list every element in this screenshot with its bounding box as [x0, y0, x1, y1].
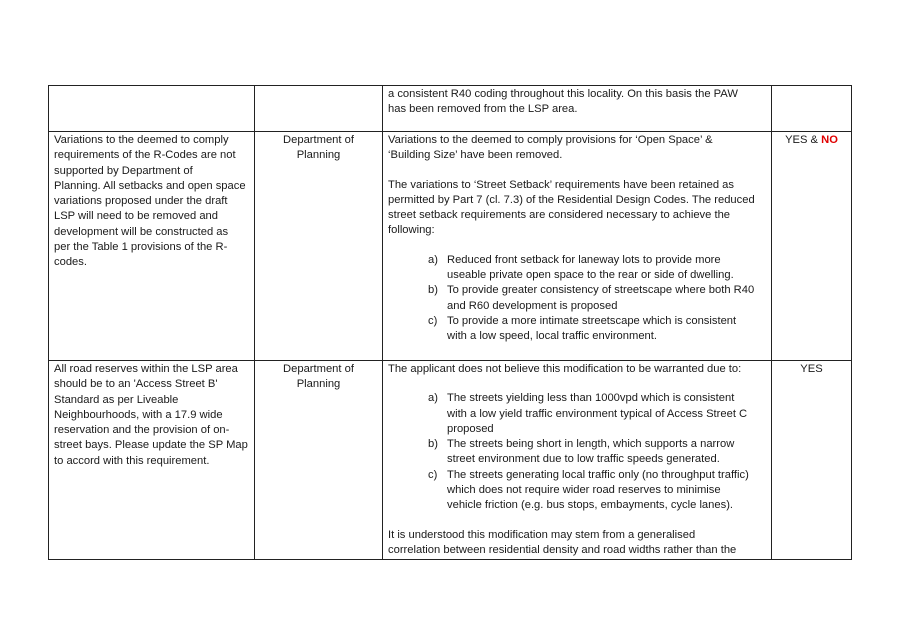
- submitter-cell: [255, 361, 383, 560]
- text-line: Variations to the deemed to comply provisions for ‘Open Space’ &: [388, 134, 713, 146]
- submitter-line: Department of: [283, 363, 354, 375]
- list-marker: a): [428, 253, 438, 266]
- response-cell: [383, 361, 772, 560]
- text-line: To provide greater consistency of streetscape where both R40: [447, 284, 755, 297]
- text-line: street bays. Please update the SP Map: [54, 439, 248, 452]
- text-line: with a low speed, local traffic environment.: [447, 330, 657, 343]
- table-row: [49, 361, 852, 560]
- submission-cell: [49, 361, 255, 560]
- text-line: supported by Department of: [54, 164, 193, 177]
- recommendation-cell: [772, 361, 852, 560]
- text-line: The streets generating local traffic only (no throughput traffic): [447, 468, 749, 481]
- list-item: [428, 253, 766, 284]
- recommendation-cell: [772, 86, 852, 132]
- submitter-line: Planning: [296, 149, 341, 162]
- text-line: The variations to ‘Street Setback’ requirements have been retained as: [388, 178, 734, 191]
- text-line: Reduced front setback for laneway lots to provide more: [447, 253, 721, 266]
- list-marker: b): [428, 438, 438, 451]
- text-line: Planning. All setbacks and open space: [54, 179, 246, 192]
- text-line: codes.: [54, 256, 87, 269]
- text-line: Neighbourhoods, with a 17.9 wide: [54, 408, 223, 421]
- list-marker: c): [428, 468, 438, 481]
- text-line: with a low yield traffic environment typical of Access Street C: [447, 407, 748, 420]
- text-line: permitted by Part 7 (cl. 7.3) of the Residential Design Codes. The reduced: [388, 193, 755, 206]
- text-line: The applicant does not believe this modification to be warranted due to:: [388, 363, 742, 375]
- recommendation-cell: [772, 132, 852, 361]
- submitter-cell: [255, 86, 383, 132]
- response-list: [428, 391, 766, 513]
- table-row: [49, 86, 852, 132]
- text-line: should be to an 'Access Street B': [54, 378, 218, 391]
- text-line: Standard as per Liveable: [54, 393, 179, 406]
- submissions-table: [48, 85, 852, 560]
- text-line: variations proposed under the draft: [54, 195, 228, 208]
- recommendation-yes: YES: [800, 363, 823, 375]
- response-cell: [383, 86, 772, 132]
- recommendation-no: NO: [821, 134, 838, 146]
- submission-cell: [49, 132, 255, 361]
- list-item: [428, 437, 766, 468]
- text-line: To provide a more intimate streetscape which is consistent: [447, 314, 737, 327]
- list-marker: a): [428, 392, 438, 405]
- text-line: which does not require wider road reserves to minimise: [447, 484, 721, 497]
- text-line: ‘Building Size’ have been removed.: [388, 149, 563, 162]
- text-line: reservation and the provision of on-: [54, 424, 230, 437]
- list-marker: b): [428, 284, 438, 297]
- text-line: to accord with this requirement.: [54, 454, 210, 467]
- response-list: [428, 253, 766, 345]
- submitter-line: Department of: [283, 134, 354, 146]
- text-line: correlation between residential density and road widths rather than the: [388, 543, 737, 556]
- text-line: All road reserves within the LSP area: [54, 363, 238, 375]
- text-line: useable private open space to the rear or side of dwelling.: [447, 269, 734, 282]
- text-line: development will be constructed as: [54, 225, 229, 238]
- response-text: [388, 87, 766, 118]
- text-line: Variations to the deemed to comply: [54, 134, 229, 146]
- text-line: LSP will need to be removed and: [54, 210, 218, 223]
- list-item: [428, 283, 766, 314]
- list-item: [428, 468, 766, 514]
- text-line: requirements of the R-Codes are not: [54, 149, 236, 162]
- recommendation-yes: YES &: [785, 134, 819, 146]
- text-line: has been removed from the LSP area.: [388, 103, 578, 116]
- text-line: a consistent R40 coding throughout this locality. On this basis the PAW: [388, 88, 738, 100]
- list-marker: c): [428, 314, 438, 327]
- submission-cell: [49, 86, 255, 132]
- text-line: following:: [388, 224, 435, 237]
- list-item: [428, 391, 766, 437]
- submitter-line: Planning: [296, 378, 341, 391]
- text-line: proposed: [447, 422, 494, 435]
- text-line: The streets yielding less than 1000vpd which is consistent: [447, 392, 735, 405]
- text-line: and R60 development is proposed: [447, 299, 618, 312]
- list-item: [428, 314, 766, 345]
- text-line: street environment due to low traffic speeds generated.: [447, 453, 720, 466]
- table-row: [49, 132, 852, 361]
- text-line: vehicle friction (e.g. bus stops, embayments, cycle lanes).: [447, 499, 734, 512]
- text-line: street setback requirements are considered necessary to achieve the: [388, 209, 731, 222]
- text-line: It is understood this modification may stem from a generalised: [388, 528, 696, 541]
- response-cell: [383, 132, 772, 361]
- text-line: The streets being short in length, which supports a narrow: [447, 438, 735, 451]
- submitter-cell: [255, 132, 383, 361]
- text-line: per the Table 1 provisions of the R-: [54, 241, 228, 254]
